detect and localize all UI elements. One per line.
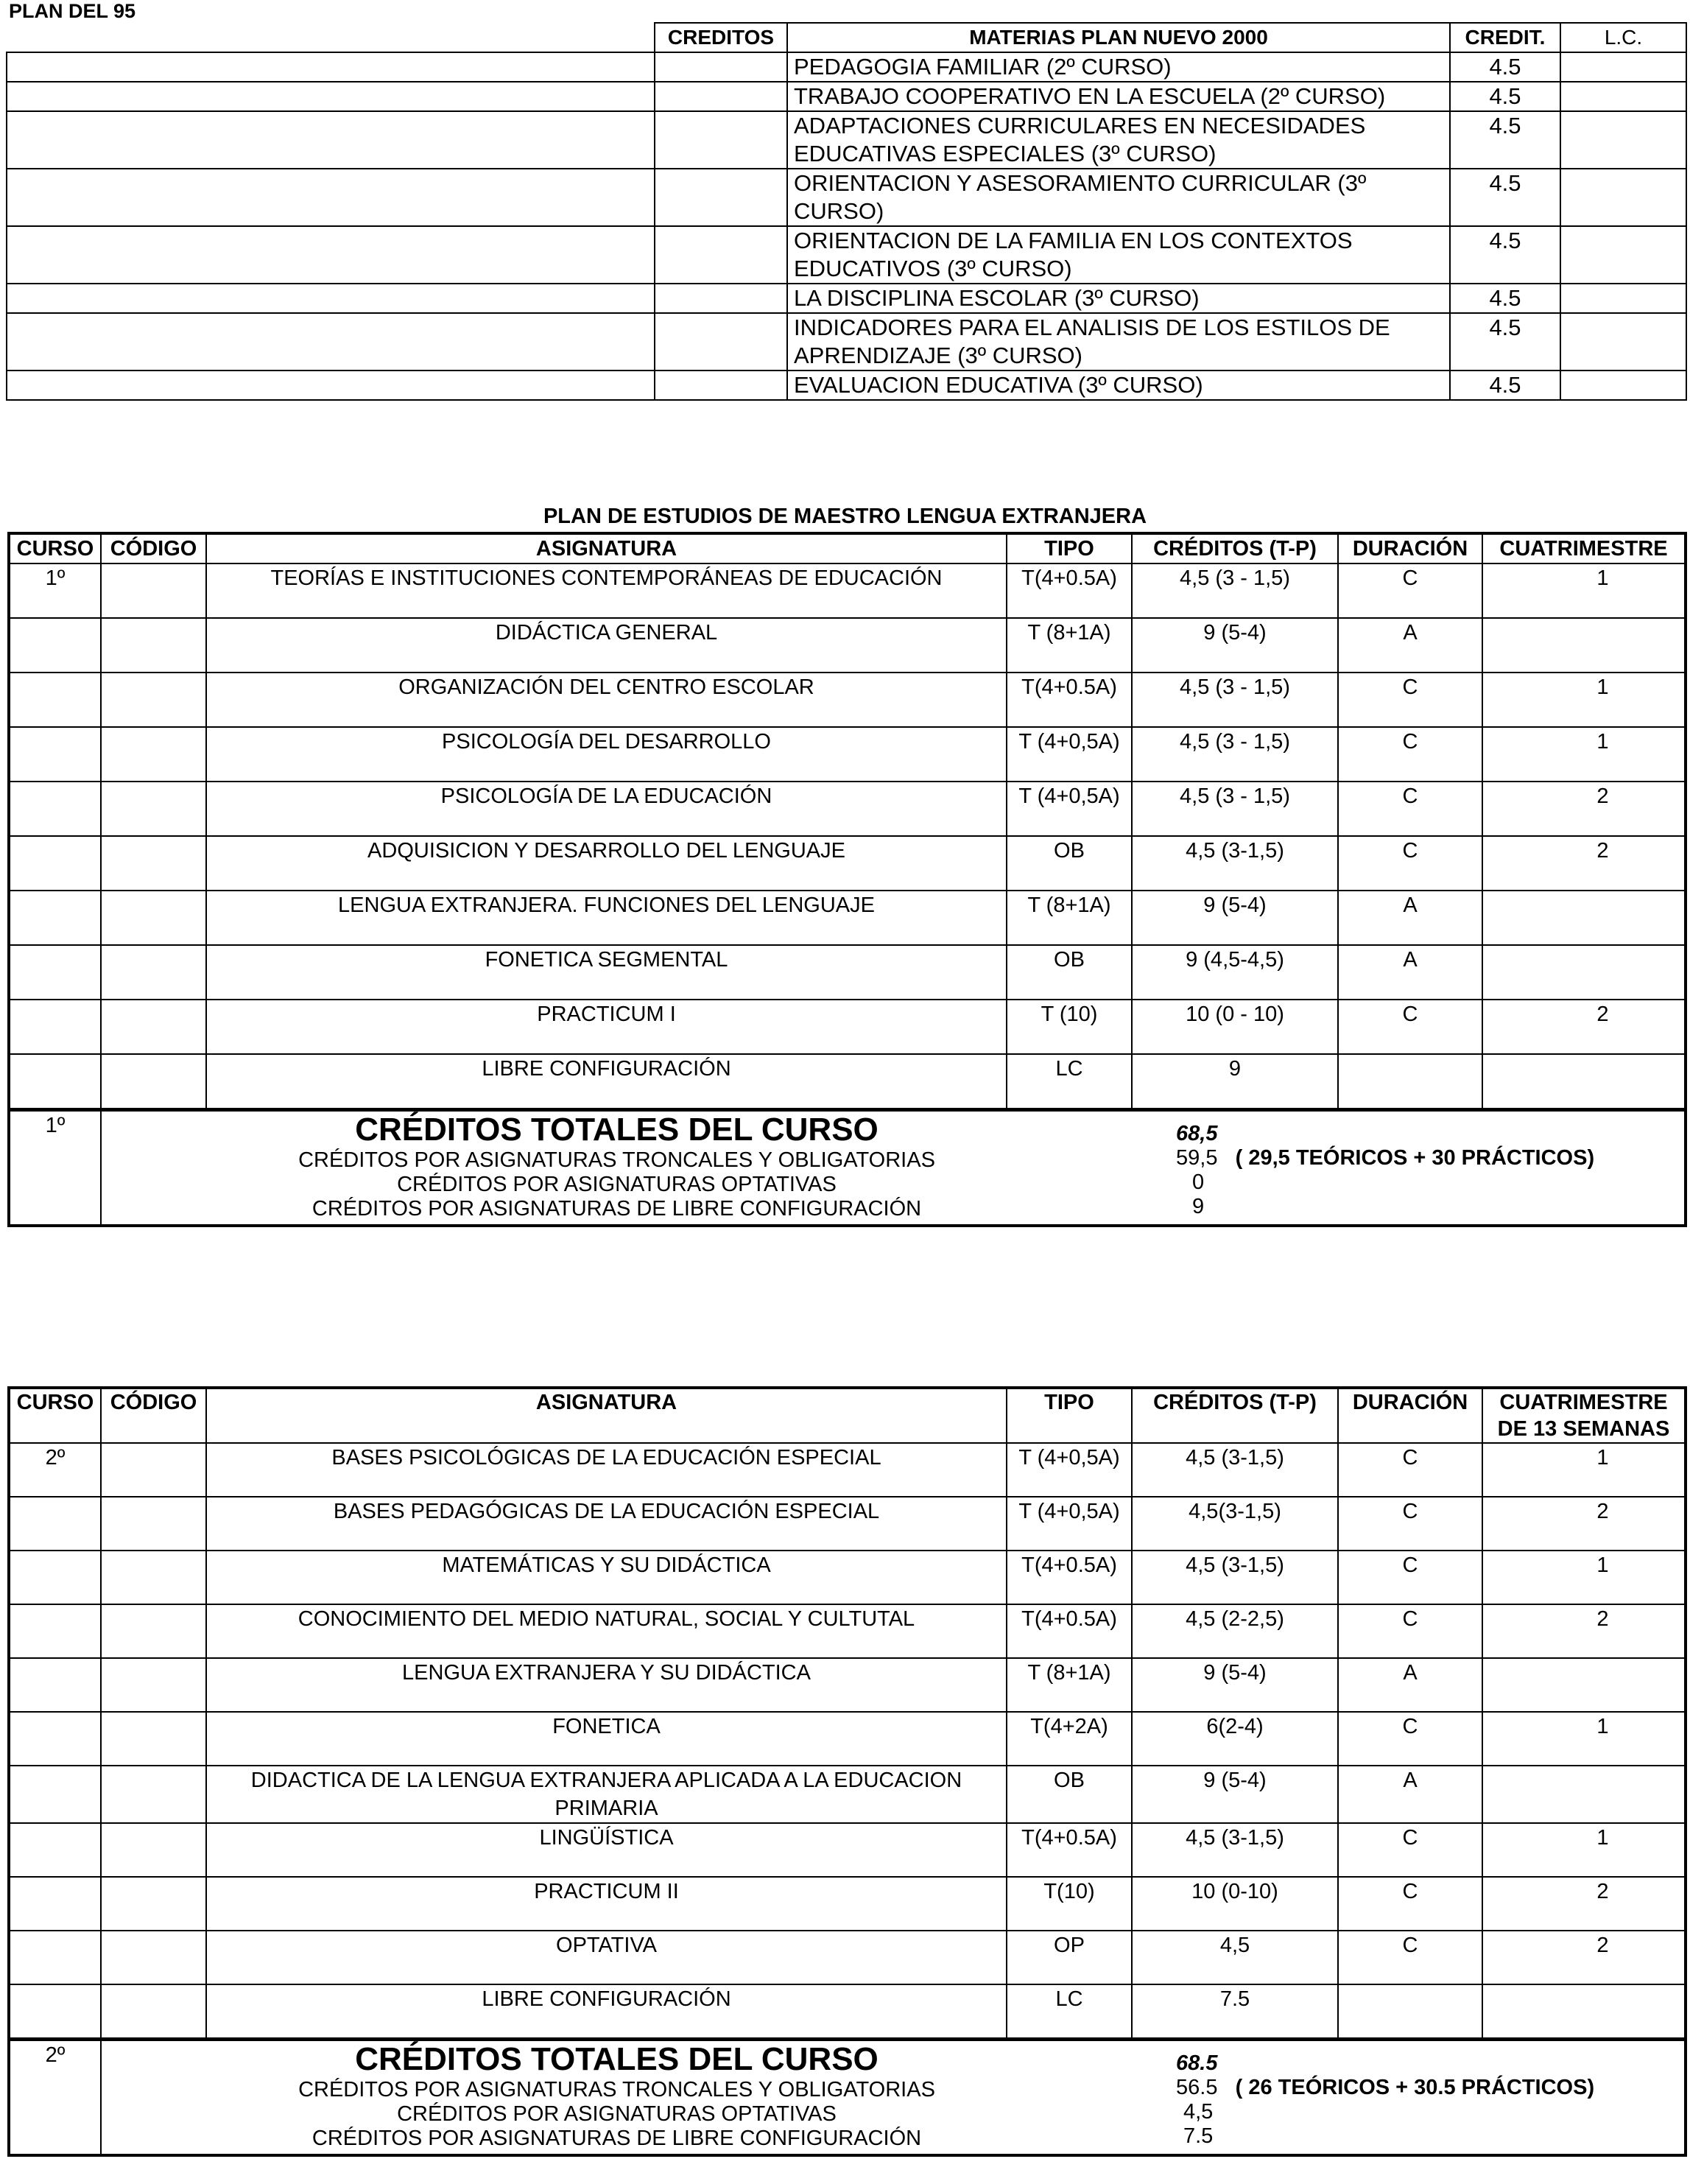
cell-creditos: 4,5 (3-1,5) — [1132, 1551, 1338, 1604]
cell-codigo — [101, 1054, 206, 1110]
cell-codigo — [101, 891, 206, 945]
curso2-totals-row — [9, 2040, 1686, 2156]
plan95-cell-blank — [7, 52, 655, 82]
plan95-cell-credit: 4.5 — [1450, 169, 1560, 226]
plan95-cell-creditos — [655, 371, 787, 400]
cell-curso — [9, 1931, 101, 1984]
cell-curso: 2º — [9, 1443, 101, 1497]
cell-asignatura: ORGANIZACIÓN DEL CENTRO ESCOLAR — [206, 673, 1007, 727]
cell-asignatura: PRACTICUM II — [206, 1877, 1007, 1931]
totals-troncales: 56.5 — [1176, 2076, 1218, 2099]
curso2-header-row — [9, 1388, 1686, 1443]
cell-cuatrimestre — [1482, 945, 1686, 1000]
cell-curso — [9, 1766, 101, 1823]
cell-tipo: T(4+2A) — [1007, 1712, 1132, 1766]
cell-codigo — [101, 673, 206, 727]
totals-title: CRÉDITOS TOTALES DEL CURSO — [355, 1112, 879, 1148]
cell-cuatrimestre — [1482, 1984, 1686, 2040]
header-duracion: DURACIÓN — [1338, 1388, 1482, 1443]
cell-codigo — [101, 1931, 206, 1984]
header-cuatrimestre: CUATRIMESTRE — [1482, 533, 1686, 563]
curso1-row — [9, 1054, 1686, 1110]
plan95-cell-materia: TRABAJO COOPERATIVO EN LA ESCUELA (2º CURSO) — [787, 82, 1450, 111]
plan95-row — [7, 284, 1686, 313]
cell-codigo — [101, 1877, 206, 1931]
totals-note: ( 29,5 TEÓRICOS + 30 PRÁCTICOS) — [1235, 1146, 1595, 1170]
cell-curso — [9, 836, 101, 891]
totals-troncales-row — [1176, 1146, 1684, 1170]
cell-curso — [9, 1497, 101, 1551]
cell-cuatrimestre: 1 — [1482, 673, 1686, 727]
header-tipo: TIPO — [1007, 1388, 1132, 1443]
cell-creditos: 9 (5-4) — [1132, 1658, 1338, 1712]
cell-asignatura: DIDÁCTICA GENERAL — [206, 618, 1007, 673]
cell-cuatrimestre: 2 — [1482, 1000, 1686, 1054]
curso1-row — [9, 727, 1686, 782]
cell-creditos: 4,5 (3 - 1,5) — [1132, 782, 1338, 836]
header-asignatura: ASIGNATURA — [206, 1388, 1007, 1443]
plan95-cell-lc — [1560, 82, 1686, 111]
header-cuatrimestre: CUATRIMESTRE DE 13 SEMANAS — [1482, 1388, 1686, 1443]
plan95-cell-materia: LA DISCIPLINA ESCOLAR (3º CURSO) — [787, 284, 1450, 313]
plan95-cell-materia: ORIENTACION DE LA FAMILIA EN LOS CONTEXTOS EDUCATIVOS (3º CURSO) — [787, 226, 1450, 284]
cell-creditos: 7.5 — [1132, 1984, 1338, 2040]
plan95-cell-creditos — [655, 169, 787, 226]
plan95-cell-lc — [1560, 52, 1686, 82]
cell-asignatura: TEORÍAS E INSTITUCIONES CONTEMPORÁNEAS DE EDUCACIÓN — [206, 563, 1007, 618]
cell-asignatura: OPTATIVA — [206, 1931, 1007, 1984]
cell-duracion: A — [1338, 1658, 1482, 1712]
cell-duracion: C — [1338, 1497, 1482, 1551]
header-codigo: CÓDIGO — [101, 1388, 206, 1443]
plan95-cell-blank — [7, 111, 655, 169]
cell-asignatura: MATEMÁTICAS Y SU DIDÁCTICA — [206, 1551, 1007, 1604]
curso1-table — [7, 532, 1687, 1227]
cell-duracion: C — [1338, 1000, 1482, 1054]
cell-duracion: A — [1338, 1766, 1482, 1823]
cell-curso — [9, 1712, 101, 1766]
cell-duracion: A — [1338, 945, 1482, 1000]
plan-title: PLAN DE ESTUDIOS DE MAESTRO LENGUA EXTRANJERA — [543, 505, 1147, 528]
cell-asignatura: LIBRE CONFIGURACIÓN — [206, 1054, 1007, 1110]
cell-asignatura: LENGUA EXTRANJERA Y SU DIDÁCTICA — [206, 1658, 1007, 1712]
totals-labels — [101, 2040, 1132, 2156]
cell-creditos: 6(2-4) — [1132, 1712, 1338, 1766]
curso1-row — [9, 891, 1686, 945]
curso2-row — [9, 1877, 1686, 1931]
cell-creditos: 4,5 (2-2,5) — [1132, 1604, 1338, 1658]
cell-cuatrimestre: 2 — [1482, 836, 1686, 891]
plan95-cell-credit: 4.5 — [1450, 82, 1560, 111]
plan95-cell-blank — [7, 371, 655, 400]
curso1-row — [9, 836, 1686, 891]
cell-creditos: 10 (0-10) — [1132, 1877, 1338, 1931]
cell-tipo: OP — [1007, 1931, 1132, 1984]
curso2-row — [9, 1984, 1686, 2040]
plan95-header-blank — [7, 23, 655, 52]
plan95-cell-materia: INDICADORES PARA EL ANALISIS DE LOS ESTILOS DE APRENDIZAJE (3º CURSO) — [787, 313, 1450, 371]
cell-duracion: C — [1338, 1712, 1482, 1766]
cell-tipo: LC — [1007, 1984, 1132, 2040]
curso2-row — [9, 1658, 1686, 1712]
totals-optativas: 0 — [1192, 1170, 1205, 1194]
cell-codigo — [101, 1604, 206, 1658]
curso2-table — [7, 1386, 1687, 2157]
totals-line-troncales: CRÉDITOS POR ASIGNATURAS TRONCALES Y OBLIGATORIAS — [298, 1148, 935, 1172]
cell-codigo — [101, 782, 206, 836]
cell-codigo — [101, 1984, 206, 2040]
cell-codigo — [101, 727, 206, 782]
cell-tipo: T (8+1A) — [1007, 1658, 1132, 1712]
totals-optativas: 4,5 — [1183, 2100, 1214, 2124]
plan95-cell-creditos — [655, 111, 787, 169]
totals-line-optativas: CRÉDITOS POR ASIGNATURAS OPTATIVAS — [397, 2102, 837, 2126]
cell-curso — [9, 1000, 101, 1054]
cell-asignatura: BASES PEDAGÓGICAS DE LA EDUCACIÓN ESPECIAL — [206, 1497, 1007, 1551]
cell-duracion — [1338, 1054, 1482, 1110]
cell-asignatura: PRACTICUM I — [206, 1000, 1007, 1054]
plan95-header-materias: MATERIAS PLAN NUEVO 2000 — [787, 23, 1450, 52]
cell-codigo — [101, 563, 206, 618]
plan95-cell-lc — [1560, 226, 1686, 284]
cell-curso — [9, 1877, 101, 1931]
cell-asignatura: BASES PSICOLÓGICAS DE LA EDUCACIÓN ESPECIAL — [206, 1443, 1007, 1497]
totals-values — [1132, 1110, 1686, 1226]
cell-asignatura: FONETICA — [206, 1712, 1007, 1766]
curso1-row — [9, 1000, 1686, 1054]
cell-asignatura: LENGUA EXTRANJERA. FUNCIONES DEL LENGUAJE — [206, 891, 1007, 945]
header-creditos: CRÉDITOS (T-P) — [1132, 1388, 1338, 1443]
curso1-row — [9, 945, 1686, 1000]
cell-curso — [9, 1658, 101, 1712]
cell-asignatura: DIDACTICA DE LA LENGUA EXTRANJERA APLICADA A LA EDUCACION PRIMARIA — [206, 1766, 1007, 1823]
cell-creditos: 9 (5-4) — [1132, 1766, 1338, 1823]
totals-line-libre: CRÉDITOS POR ASIGNATURAS DE LIBRE CONFIGURACIÓN — [311, 1197, 922, 1221]
cell-tipo: T (8+1A) — [1007, 618, 1132, 673]
cell-cuatrimestre: 2 — [1482, 1604, 1686, 1658]
header-tipo: TIPO — [1007, 533, 1132, 563]
cell-duracion: C — [1338, 836, 1482, 891]
cell-cuatrimestre — [1482, 1658, 1686, 1712]
cell-cuatrimestre: 1 — [1482, 1712, 1686, 1766]
cell-codigo — [101, 1658, 206, 1712]
cell-codigo — [101, 1823, 206, 1877]
cell-asignatura: ADQUISICION Y DESARROLLO DEL LENGUAJE — [206, 836, 1007, 891]
plan95-cell-credit: 4.5 — [1450, 313, 1560, 371]
cell-curso — [9, 618, 101, 673]
totals-total: 68,5 — [1176, 1122, 1218, 1145]
plan95-cell-blank — [7, 82, 655, 111]
cell-creditos: 9 (5-4) — [1132, 891, 1338, 945]
plan95-cell-lc — [1560, 313, 1686, 371]
cell-creditos: 4,5 (3 - 1,5) — [1132, 563, 1338, 618]
cell-codigo — [101, 1497, 206, 1551]
cell-cuatrimestre: 1 — [1482, 1443, 1686, 1497]
cell-duracion: C — [1338, 673, 1482, 727]
plan95-cell-lc — [1560, 111, 1686, 169]
cell-asignatura: PSICOLOGÍA DE LA EDUCACIÓN — [206, 782, 1007, 836]
curso2-row — [9, 1604, 1686, 1658]
plan95-cell-blank — [7, 284, 655, 313]
cell-tipo: T (4+0,5A) — [1007, 1443, 1132, 1497]
plan95-cell-creditos — [655, 226, 787, 284]
plan95-header-creditos: CREDITOS — [655, 23, 787, 52]
cell-curso — [9, 673, 101, 727]
plan95-cell-credit: 4.5 — [1450, 284, 1560, 313]
cell-creditos: 9 (5-4) — [1132, 618, 1338, 673]
totals-title: CRÉDITOS TOTALES DEL CURSO — [355, 2041, 879, 2077]
curso1-header-row — [9, 533, 1686, 563]
totals-troncales: 59,5 — [1176, 1146, 1218, 1170]
plan95-cell-credit: 4.5 — [1450, 52, 1560, 82]
plan95-cell-creditos — [655, 284, 787, 313]
cell-duracion: C — [1338, 1551, 1482, 1604]
curso1-totals-row — [9, 1110, 1686, 1226]
plan95-cell-creditos — [655, 52, 787, 82]
plan95-cell-blank — [7, 169, 655, 226]
cell-cuatrimestre: 2 — [1482, 1497, 1686, 1551]
cell-cuatrimestre — [1482, 891, 1686, 945]
header-duracion: DURACIÓN — [1338, 533, 1482, 563]
cell-codigo — [101, 945, 206, 1000]
plan95-cell-materia: PEDAGOGIA FAMILIAR (2º CURSO) — [787, 52, 1450, 82]
plan95-cell-creditos — [655, 82, 787, 111]
header-curso: CURSO — [9, 533, 101, 563]
plan95-cell-lc — [1560, 371, 1686, 400]
plan95-header-lc: L.C. — [1560, 23, 1686, 52]
cell-cuatrimestre: 1 — [1482, 727, 1686, 782]
plan95-cell-blank — [7, 313, 655, 371]
totals-line-optativas: CRÉDITOS POR ASIGNATURAS OPTATIVAS — [397, 1173, 837, 1196]
cell-tipo: OB — [1007, 945, 1132, 1000]
header-curso: CURSO — [9, 1388, 101, 1443]
cell-tipo: T(4+0.5A) — [1007, 673, 1132, 727]
totals-libre: 9 — [1192, 1195, 1205, 1218]
cell-creditos: 9 — [1132, 1054, 1338, 1110]
curso2-row — [9, 1712, 1686, 1766]
totals-line-libre: CRÉDITOS POR ASIGNATURAS DE LIBRE CONFIGURACIÓN — [311, 2127, 922, 2150]
cell-asignatura: FONETICA SEGMENTAL — [206, 945, 1007, 1000]
cell-duracion — [1338, 1984, 1482, 2040]
cell-tipo: T(4+0.5A) — [1007, 1604, 1132, 1658]
cell-duracion: A — [1338, 891, 1482, 945]
cell-curso — [9, 945, 101, 1000]
curso1-row — [9, 563, 1686, 618]
cell-cuatrimestre: 2 — [1482, 1877, 1686, 1931]
cell-codigo — [101, 618, 206, 673]
curso1-row — [9, 618, 1686, 673]
curso2-row — [9, 1497, 1686, 1551]
cell-curso — [9, 727, 101, 782]
curso1-row — [9, 782, 1686, 836]
cell-codigo — [101, 1443, 206, 1497]
totals-line-troncales: CRÉDITOS POR ASIGNATURAS TRONCALES Y OBLIGATORIAS — [298, 2078, 935, 2102]
cell-creditos: 4,5 (3 - 1,5) — [1132, 727, 1338, 782]
cell-cuatrimestre — [1482, 618, 1686, 673]
header-creditos: CRÉDITOS (T-P) — [1132, 533, 1338, 563]
cell-creditos: 4,5(3-1,5) — [1132, 1497, 1338, 1551]
cell-duracion: C — [1338, 1877, 1482, 1931]
cell-tipo: LC — [1007, 1054, 1132, 1110]
plan95-row — [7, 82, 1686, 111]
curso2-row — [9, 1443, 1686, 1497]
header-codigo: CÓDIGO — [101, 533, 206, 563]
plan95-cell-credit: 4.5 — [1450, 111, 1560, 169]
cell-asignatura: CONOCIMIENTO DEL MEDIO NATURAL, SOCIAL Y CULTUTAL — [206, 1604, 1007, 1658]
cell-creditos: 4,5 — [1132, 1931, 1338, 1984]
cell-codigo — [101, 1766, 206, 1823]
cell-creditos: 4,5 (3-1,5) — [1132, 1823, 1338, 1877]
cell-curso — [9, 1823, 101, 1877]
cell-tipo: OB — [1007, 836, 1132, 891]
totals-total: 68.5 — [1176, 2051, 1218, 2075]
cell-asignatura: LIBRE CONFIGURACIÓN — [206, 1984, 1007, 2040]
totals-troncales-row — [1176, 2076, 1684, 2100]
cell-cuatrimestre: 2 — [1482, 1931, 1686, 1984]
cell-cuatrimestre: 1 — [1482, 1551, 1686, 1604]
cell-tipo: T(4+0.5A) — [1007, 1823, 1132, 1877]
plan95-cell-credit: 4.5 — [1450, 226, 1560, 284]
plan95-label: PLAN DEL 95 — [9, 0, 136, 22]
cell-codigo — [101, 1551, 206, 1604]
plan95-table — [6, 22, 1687, 401]
plan95-row — [7, 313, 1686, 371]
cell-codigo — [101, 1712, 206, 1766]
curso2-row — [9, 1823, 1686, 1877]
cell-cuatrimestre: 1 — [1482, 1823, 1686, 1877]
cell-duracion: C — [1338, 1823, 1482, 1877]
cell-duracion: C — [1338, 782, 1482, 836]
totals-labels — [101, 1110, 1132, 1226]
cell-creditos: 4,5 (3-1,5) — [1132, 836, 1338, 891]
cell-tipo: T (4+0,5A) — [1007, 727, 1132, 782]
cell-tipo: T (10) — [1007, 1000, 1132, 1054]
cell-duracion: C — [1338, 727, 1482, 782]
cell-duracion: C — [1338, 1443, 1482, 1497]
plan95-cell-materia: ORIENTACION Y ASESORAMIENTO CURRICULAR (3º CURSO) — [787, 169, 1450, 226]
plan95-header-row — [7, 23, 1686, 52]
plan95-cell-creditos — [655, 313, 787, 371]
header-asignatura: ASIGNATURA — [206, 533, 1007, 563]
plan95-row — [7, 226, 1686, 284]
curso2-row — [9, 1931, 1686, 1984]
plan95-cell-lc — [1560, 169, 1686, 226]
cell-tipo: T (8+1A) — [1007, 891, 1132, 945]
cell-creditos: 4,5 (3-1,5) — [1132, 1443, 1338, 1497]
totals-values — [1132, 2040, 1686, 2156]
cell-asignatura: PSICOLOGÍA DEL DESARROLLO — [206, 727, 1007, 782]
cell-curso — [9, 782, 101, 836]
plan95-cell-blank — [7, 226, 655, 284]
cell-tipo: T(10) — [1007, 1877, 1132, 1931]
plan95-row — [7, 111, 1686, 169]
cell-curso — [9, 1054, 101, 1110]
cell-duracion: C — [1338, 563, 1482, 618]
curso2-row — [9, 1766, 1686, 1823]
cell-duracion: A — [1338, 618, 1482, 673]
cell-creditos: 9 (4,5-4,5) — [1132, 945, 1338, 1000]
cell-cuatrimestre: 2 — [1482, 782, 1686, 836]
plan95-cell-materia: EVALUACION EDUCATIVA (3º CURSO) — [787, 371, 1450, 400]
cell-curso: 1º — [9, 563, 101, 618]
curso1-row — [9, 673, 1686, 727]
cell-creditos: 10 (0 - 10) — [1132, 1000, 1338, 1054]
plan95-cell-lc — [1560, 284, 1686, 313]
cell-duracion: C — [1338, 1604, 1482, 1658]
cell-creditos: 4,5 (3 - 1,5) — [1132, 673, 1338, 727]
curso2-row — [9, 1551, 1686, 1604]
cell-codigo — [101, 1000, 206, 1054]
plan95-row — [7, 169, 1686, 226]
cell-cuatrimestre — [1482, 1766, 1686, 1823]
cell-tipo: T (4+0,5A) — [1007, 1497, 1132, 1551]
totals-libre: 7.5 — [1183, 2124, 1214, 2148]
cell-curso — [9, 1984, 101, 2040]
plan95-cell-materia: ADAPTACIONES CURRICULARES EN NECESIDADES EDUCATIVAS ESPECIALES (3º CURSO) — [787, 111, 1450, 169]
totals-curso: 2º — [9, 2040, 101, 2156]
cell-codigo — [101, 836, 206, 891]
cell-cuatrimestre — [1482, 1054, 1686, 1110]
cell-curso — [9, 1604, 101, 1658]
cell-curso — [9, 891, 101, 945]
plan95-row — [7, 371, 1686, 400]
plan95-row — [7, 52, 1686, 82]
plan95-header-credit: CREDIT. — [1450, 23, 1560, 52]
cell-cuatrimestre: 1 — [1482, 563, 1686, 618]
plan95-cell-credit: 4.5 — [1450, 371, 1560, 400]
cell-tipo: T (4+0,5A) — [1007, 782, 1132, 836]
cell-duracion: C — [1338, 1931, 1482, 1984]
cell-tipo: T(4+0.5A) — [1007, 563, 1132, 618]
cell-tipo: T(4+0.5A) — [1007, 1551, 1132, 1604]
totals-note: ( 26 TEÓRICOS + 30.5 PRÁCTICOS) — [1235, 2076, 1595, 2099]
cell-curso — [9, 1551, 101, 1604]
cell-asignatura: LINGÜÍSTICA — [206, 1823, 1007, 1877]
totals-curso: 1º — [9, 1110, 101, 1226]
cell-tipo: OB — [1007, 1766, 1132, 1823]
